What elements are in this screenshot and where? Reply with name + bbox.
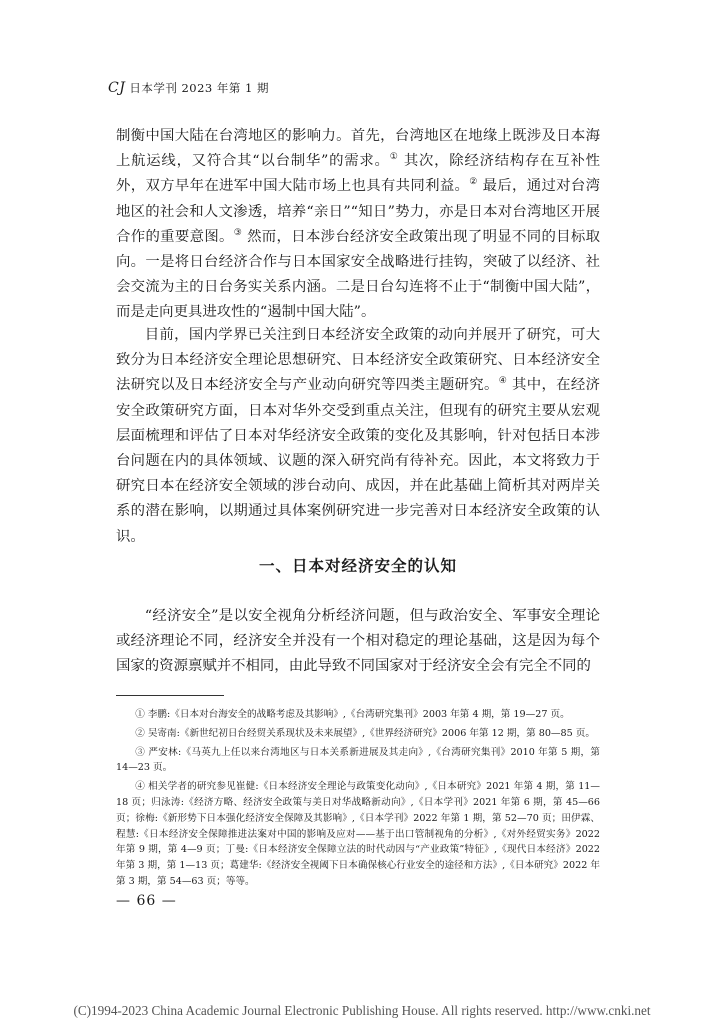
paragraph-1-text-a: 制衡中国大陆在台湾地区的影响力。首先，台湾地区在地缘上既涉及日本海上航运线，又符合其“以台制华”的需求。 (116, 128, 600, 170)
copyright-notice: (C)1994-2023 China Academic Journal Electronic Publishing House. All rights reserved. http://www.cnki.net (73, 1003, 651, 1018)
running-header-text: 日本学刊 2023 年第 1 期 (129, 81, 270, 95)
footnote-ref-3[interactable]: ③ (233, 228, 243, 239)
footnote-2: ② 吴寄南:《新世纪初日台经贸关系现状及未来展望》,《世界经济研究》2006 年第 12 期，第 80—85 页。 (135, 727, 595, 739)
paragraph-1-text-b: 其次，除经济结构存在互补性外，双方早年在进军中国大陆市场上也具有共同利益。 (116, 153, 600, 195)
paragraph-1 (116, 124, 600, 326)
section-heading: 一、日本对经济安全的认知 (258, 557, 457, 575)
paragraph-2-text-b: 其中，在经济安全政策研究方面，日本对华外交受到重点关注，但现有的研究主要从宏观层面梳理和评估了日本对华经济安全政策的变化及其影响，针对包括日本涉台问题在内的具体领域、议题的深入研究尚有待补充。因此，本文将致力于研究日本在经济安全领域的涉台动向、成因，并在此基础上简析其对两岸关系的潜在影响，以期通过具体案例研究进一步完善对日本经济安全政策的认识。 (116, 377, 600, 545)
paragraph-3: “经济安全”是以安全视角分析经济问题，但与政治安全、军事安全理论或经济理论不同，经济安全并没有一个相对稳定的理论基础，这是因为每个国家的资源禀赋并不相同，由此导致不同国家对于经济安全会有完全不同的 (116, 608, 600, 675)
running-header (108, 80, 269, 96)
paragraph-1-text-d: 然而，日本涉台经济安全政策出现了明显不同的目标取向。一是将日台经济合作与日本国家安全战略进行挂钩，突破了以经济、社会交流为主的日台务实关系内涵。二是日台勾连将不止于“制衡中国大陆”，而是走向更具进攻性的“遏制中国大陆”。 (116, 228, 600, 321)
footnote-4: ④ 相关学者的研究参见崔健:《日本经济安全理论与政策变化动向》,《日本研究》2021 年第 4 期，第 11—18 页；归泳涛:《经济方略、经济安全政策与美日对华战略新动向》,《日本学刊》2021 年第 6 期，第 45—66 页；徐梅:《新形势下日本强化经济安全保障及其影响》,《日本学刊》2022 年第 1 期，第 52—70 页；田伊霖、程慧:《日本经济安全保障推进法案对中国的影响及应对——基于出口管制视角的分析》,《对外经贸实务》2022 年第 9 期，第 4—9 页；丁曼:《日本经济安全保障立法的时代动因与“产业政策”特征》,《现代日本经济》2022 年第 3 期，第 1—13 页；葛建华:《经济安全视阈下日本确保核心行业安全的途径和方法》,《日本研究》2022 年第 3 期，第 54—63 页；等等。 (116, 781, 600, 887)
paragraph-1-text-c: 最后，通过对台湾地区的社会和人文渗透，培养“亲日”“知日”势力，亦是日本对台湾地区开展合作的重要意图。 (116, 178, 600, 245)
journal-logo-icon: CJ (108, 80, 126, 96)
paragraph-2 (116, 323, 600, 550)
footnote-ref-2[interactable]: ② (469, 177, 478, 188)
footnote-3: ③ 严安林:《马英九上任以来台湾地区与日本关系新进展及其走向》,《台湾研究集刊》2010 年第 5 期，第 14—23 页。 (116, 746, 600, 774)
paragraph-2-text-a: 目前，国内学界已关注到日本经济安全政策的动向并展开了研究，可大致分为日本经济安全理论思想研究、日本经济安全政策研究、日本经济安全法研究以及日本经济安全与产业动向研究等四类主题研究。 (116, 327, 600, 394)
footnote-ref-4[interactable]: ④ (498, 376, 508, 387)
page-number: — 66 — (116, 893, 177, 909)
footnotes (116, 707, 600, 893)
footnote-1: ① 李鹏:《日本对台海安全的战略考虑及其影响》,《台湾研究集刊》2003 年第 4 期，第 19—27 页。 (135, 709, 570, 720)
footnote-divider (116, 695, 224, 696)
footnote-ref-1[interactable]: ① (389, 152, 399, 163)
